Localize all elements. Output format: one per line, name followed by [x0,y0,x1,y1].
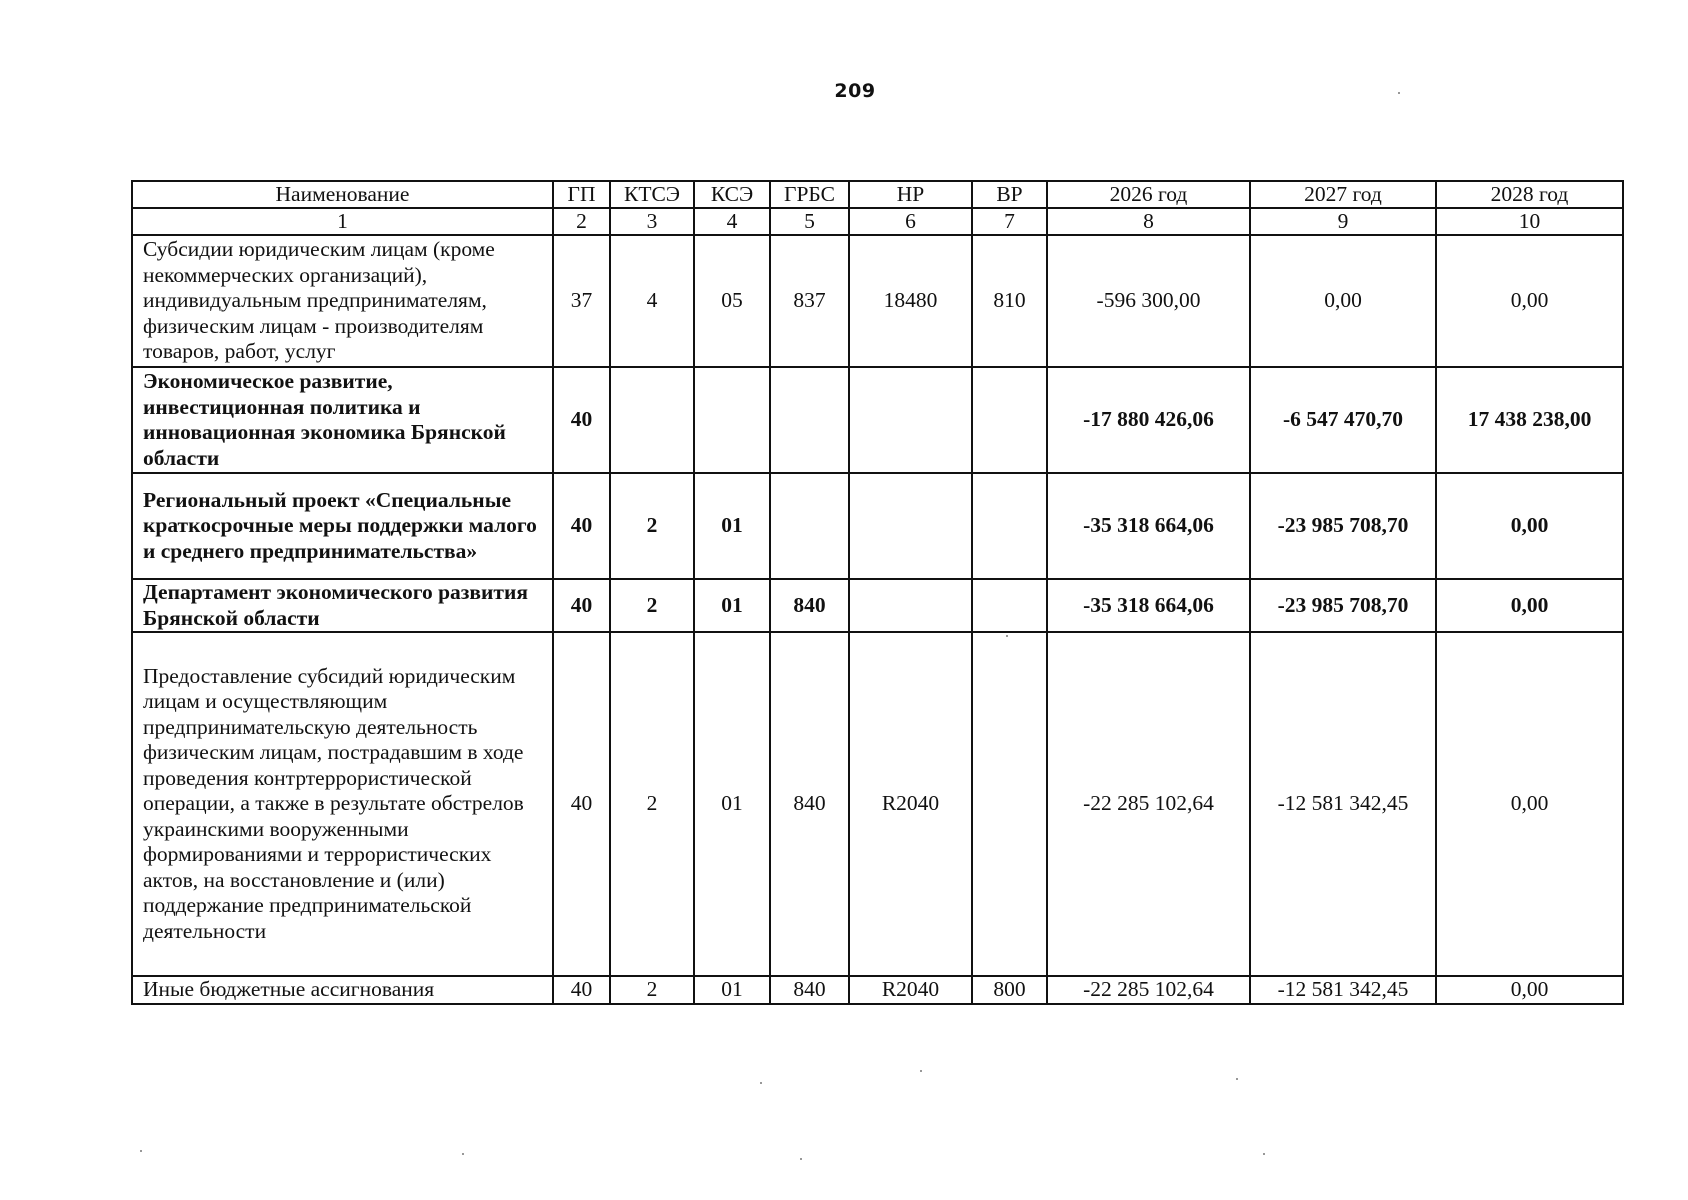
header-cell: КТСЭ [610,181,694,208]
header-cell: ГП [553,181,610,208]
scan-speck [920,1070,922,1072]
vr-cell [972,367,1047,473]
column-number-cell: 4 [694,208,770,235]
nr-cell: R2040 [849,632,972,976]
gp-cell: 40 [553,976,610,1004]
vr-cell: 810 [972,235,1047,367]
table-row [132,235,1623,367]
ktse-cell: 2 [610,632,694,976]
amount-2028-cell: 0,00 [1436,976,1623,1004]
scan-speck [1236,1078,1238,1080]
ktse-cell: 2 [610,976,694,1004]
grbs-cell [770,367,849,473]
amount-2027-cell: -6 547 470,70 [1250,367,1436,473]
gp-cell: 40 [553,367,610,473]
gp-cell: 40 [553,579,610,632]
column-number-cell: 6 [849,208,972,235]
column-number-cell: 3 [610,208,694,235]
grbs-cell: 840 [770,579,849,632]
row-name-cell: Департамент экономического развития Брянской области [132,579,553,632]
kse-cell: 01 [694,579,770,632]
table-row [132,579,1623,632]
amount-2027-cell: -23 985 708,70 [1250,579,1436,632]
ktse-cell [610,367,694,473]
row-name-cell: Региональный проект «Специальные краткосрочные меры поддержки малого и среднего предпринимательства» [132,473,553,579]
nr-cell [849,473,972,579]
scan-speck [1006,635,1008,637]
gp-cell: 37 [553,235,610,367]
amount-2027-cell: -12 581 342,45 [1250,632,1436,976]
grbs-cell: 840 [770,976,849,1004]
column-number-cell: 10 [1436,208,1623,235]
table-row [132,473,1623,579]
header-cell: КСЭ [694,181,770,208]
amount-2028-cell: 0,00 [1436,632,1623,976]
scan-speck [1398,92,1400,94]
amount-2028-cell: 0,00 [1436,579,1623,632]
kse-cell: 01 [694,632,770,976]
header-cell: 2027 год [1250,181,1436,208]
nr-cell [849,367,972,473]
amount-2028-cell: 17 438 238,00 [1436,367,1623,473]
kse-cell: 01 [694,976,770,1004]
column-number-cell: 5 [770,208,849,235]
column-number-cell: 2 [553,208,610,235]
column-number-row [132,208,1623,235]
amount-2027-cell: 0,00 [1250,235,1436,367]
ktse-cell: 2 [610,579,694,632]
nr-cell: 18480 [849,235,972,367]
header-row [132,181,1623,208]
row-name-cell: Экономическое развитие, инвестиционная политика и инновационная экономика Брянской области [132,367,553,473]
table-row [132,632,1623,976]
header-cell: 2026 год [1047,181,1250,208]
header-cell: 2028 год [1436,181,1623,208]
vr-cell [972,632,1047,976]
vr-cell [972,579,1047,632]
scan-speck [760,1082,762,1084]
amount-2028-cell: 0,00 [1436,473,1623,579]
grbs-cell: 840 [770,632,849,976]
column-number-cell: 9 [1250,208,1436,235]
table-row [132,976,1623,1004]
grbs-cell: 837 [770,235,849,367]
vr-cell [972,473,1047,579]
kse-cell: 05 [694,235,770,367]
ktse-cell: 4 [610,235,694,367]
page-number: 209 [834,80,876,102]
row-name-cell: Иные бюджетные ассигнования [132,976,553,1004]
amount-2027-cell: -12 581 342,45 [1250,976,1436,1004]
budget-table [131,180,1624,1005]
amount-2026-cell: -596 300,00 [1047,235,1250,367]
amount-2026-cell: -17 880 426,06 [1047,367,1250,473]
column-number-cell: 7 [972,208,1047,235]
vr-cell: 800 [972,976,1047,1004]
gp-cell: 40 [553,473,610,579]
scan-speck [140,1150,142,1152]
kse-cell: 01 [694,473,770,579]
amount-2026-cell: -22 285 102,64 [1047,632,1250,976]
nr-cell [849,579,972,632]
header-cell: ГРБС [770,181,849,208]
amount-2026-cell: -22 285 102,64 [1047,976,1250,1004]
row-name-cell: Предоставление субсидий юридическим лицам и осуществляющим предпринимательскую деятельность физическим лицам, пострадавшим в ходе проведения контртеррористической операции, а также в результате обстрелов украинскими вооруженными формированиями и террористических актов, на восстановление и (или) поддержание предпринимательской деятельности [132,632,553,976]
table-row [132,367,1623,473]
amount-2026-cell: -35 318 664,06 [1047,473,1250,579]
row-name-cell: Субсидии юридическим лицам (кроме некоммерческих организаций), индивидуальным предпринимателям, физическим лицам - производителям товаров, работ, услуг [132,235,553,367]
scan-speck [1263,1153,1265,1155]
gp-cell: 40 [553,632,610,976]
ktse-cell: 2 [610,473,694,579]
grbs-cell [770,473,849,579]
scan-speck [462,1153,464,1155]
amount-2028-cell: 0,00 [1436,235,1623,367]
header-cell: НР [849,181,972,208]
column-number-cell: 1 [132,208,553,235]
header-cell: ВР [972,181,1047,208]
header-cell: Наименование [132,181,553,208]
nr-cell: R2040 [849,976,972,1004]
column-number-cell: 8 [1047,208,1250,235]
amount-2027-cell: -23 985 708,70 [1250,473,1436,579]
scan-speck [800,1158,802,1160]
amount-2026-cell: -35 318 664,06 [1047,579,1250,632]
kse-cell [694,367,770,473]
